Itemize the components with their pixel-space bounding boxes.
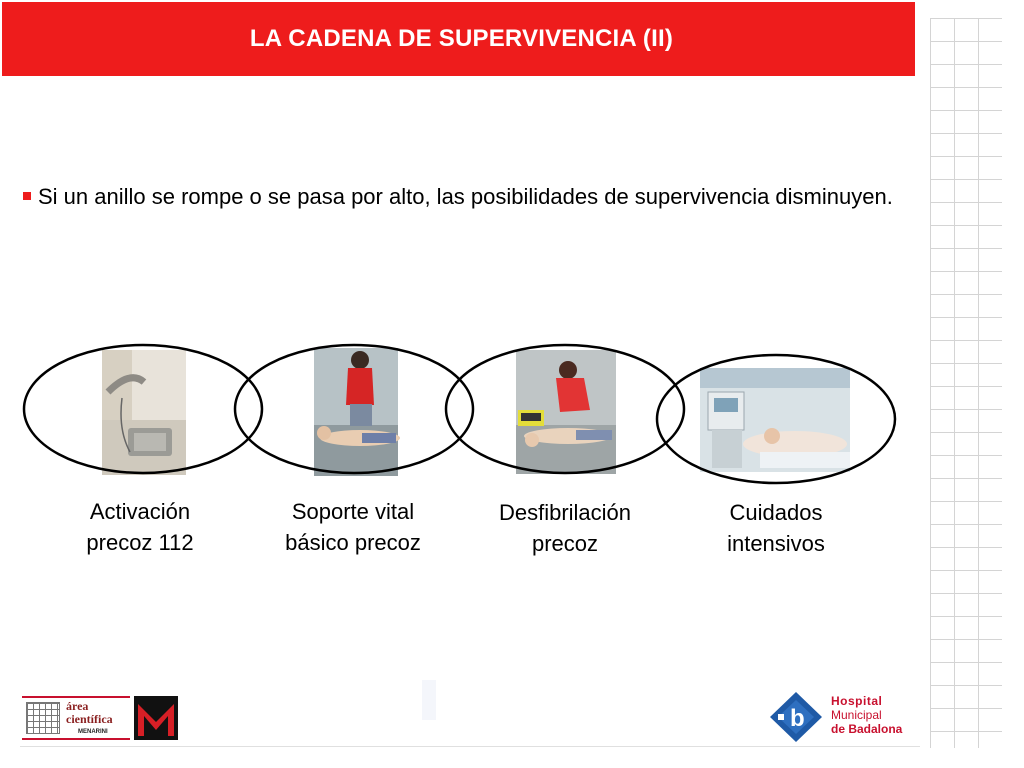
photo-phone-call	[102, 350, 186, 475]
caption-activation: Activación precoz 112	[86, 499, 194, 555]
chain-link-defibrillation	[516, 350, 616, 474]
menarini-logo	[22, 696, 180, 740]
chain-link-intensive-care	[700, 368, 850, 472]
hospital-b-icon	[768, 690, 824, 744]
caption-bls: Soporte vital básico precoz	[285, 499, 421, 555]
slide-title: LA CADENA DE SUPERVIVENCIA (II)	[249, 24, 674, 52]
area-cientifica-logo: área científica MENARINI	[22, 696, 130, 740]
photo-defibrillator	[516, 350, 616, 474]
chain-link-activation	[102, 350, 186, 475]
hospital-badalona-logo: b Hospital Municipal de Badalona	[768, 690, 918, 744]
grid-icon	[26, 702, 60, 734]
bullet-text: Si un anillo se rompe o se pasa por alto, las posibilidades de supervivencia disminuyen.	[38, 184, 893, 209]
faint-mark	[422, 680, 436, 720]
svg-text:b: b	[790, 705, 805, 732]
chain-link-bls	[314, 348, 400, 476]
footer-divider	[20, 746, 920, 747]
menarini-m-icon	[134, 696, 178, 740]
caption-intensive-care: Cuidados intensivos	[727, 500, 825, 556]
photo-cpr	[314, 348, 400, 476]
caption-defibrillation: Desfibrilación precoz	[498, 500, 632, 556]
photo-intensive-care	[700, 368, 850, 472]
